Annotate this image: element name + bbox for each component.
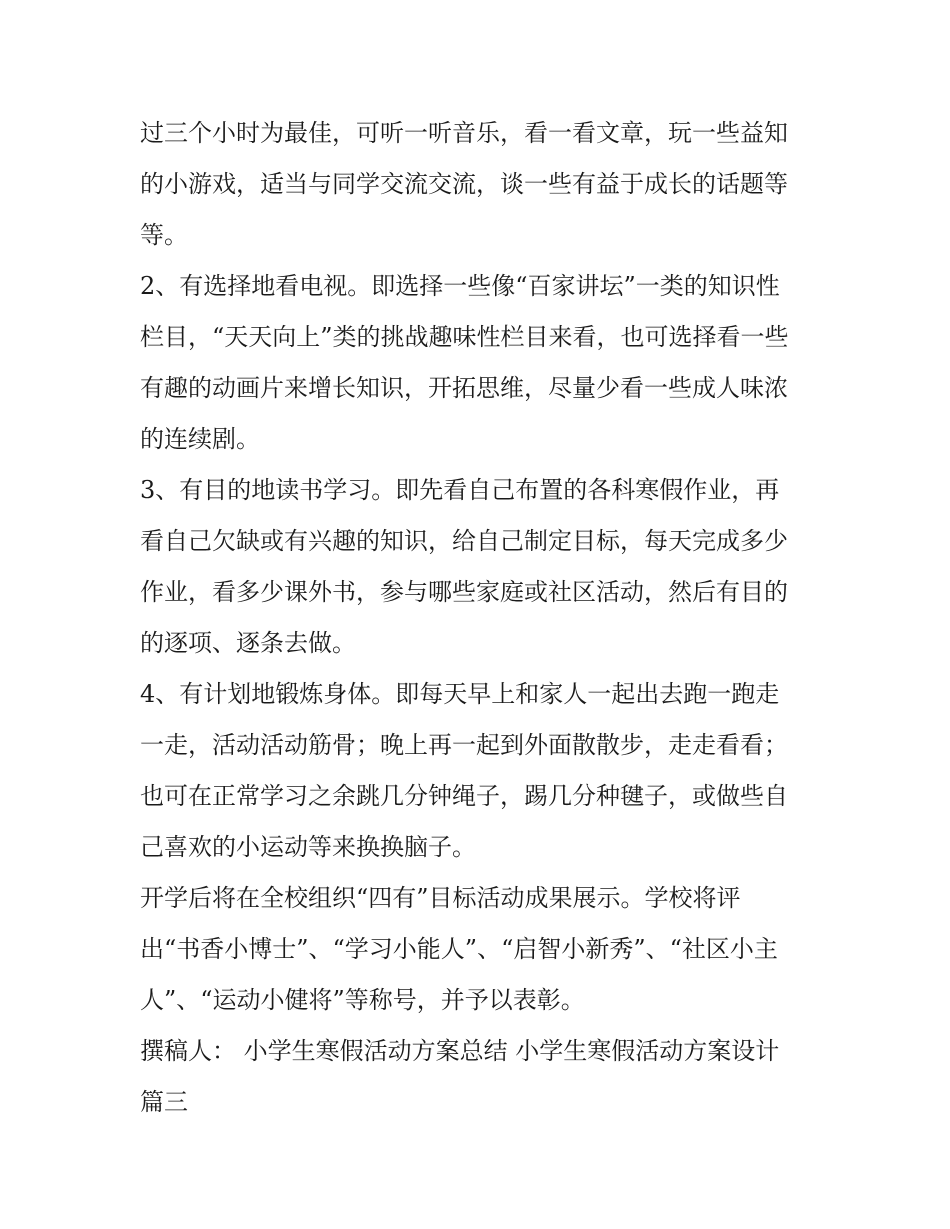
text-line: 开学后将在全校组织“四有”目标活动成果展示。学校将评 (140, 884, 741, 912)
text-line: 有趣的动画片来增长知识，开拓思维，尽量少看一些成人味浓 (140, 374, 788, 402)
text-line: 己喜欢的小运动等来换换脑子。 (140, 833, 476, 861)
text-line: 栏目，“天天向上”类的挑战趣味性栏目来看，也可选择看一些 (140, 323, 789, 351)
text-line: 也可在正常学习之余跳几分钟绳子，踢几分种毽子，或做些自 (140, 782, 788, 810)
text-line: 一走，活动活动筋骨；晚上再一起到外面散散步，走走看看； (140, 731, 788, 759)
text-line: 2、有选择地看电视。即选择一些像“百家讲坛”一类的知识性 (140, 272, 780, 300)
text-line: 等。 (140, 221, 188, 249)
text-line: 3、有目的地读书学习。即先看自己布置的各科寒假作业，再 (140, 476, 780, 504)
text-line: 作业，看多少课外书，参与哪些家庭或社区活动，然后有目的 (140, 578, 788, 606)
text-line: 看自己欠缺或有兴趣的知识，给自己制定目标，每天完成多少 (140, 527, 788, 555)
text-line: 人”、“运动小健将”等称号，并予以表彰。 (140, 986, 585, 1014)
text-line: 撰稿人： 小学生寒假活动方案总结 小学生寒假活动方案设计 (140, 1037, 780, 1065)
text-line: 4、有计划地锻炼身体。即每天早上和家人一起出去跑一跑走 (140, 680, 780, 708)
text-line: 的连续剧。 (140, 425, 260, 453)
text-line: 的小游戏，适当与同学交流交流，谈一些有益于成长的话题等 (140, 170, 788, 198)
text-line: 出“书香小博士”、“学习小能人”、“启智小新秀”、“社区小主 (140, 935, 778, 963)
text-line: 过三个小时为最佳，可听一听音乐，看一看文章，玩一些益知 (140, 119, 788, 147)
text-line: 的逐项、逐条去做。 (140, 629, 356, 657)
text-line: 篇三 (140, 1088, 188, 1116)
document-body (140, 108, 820, 1128)
